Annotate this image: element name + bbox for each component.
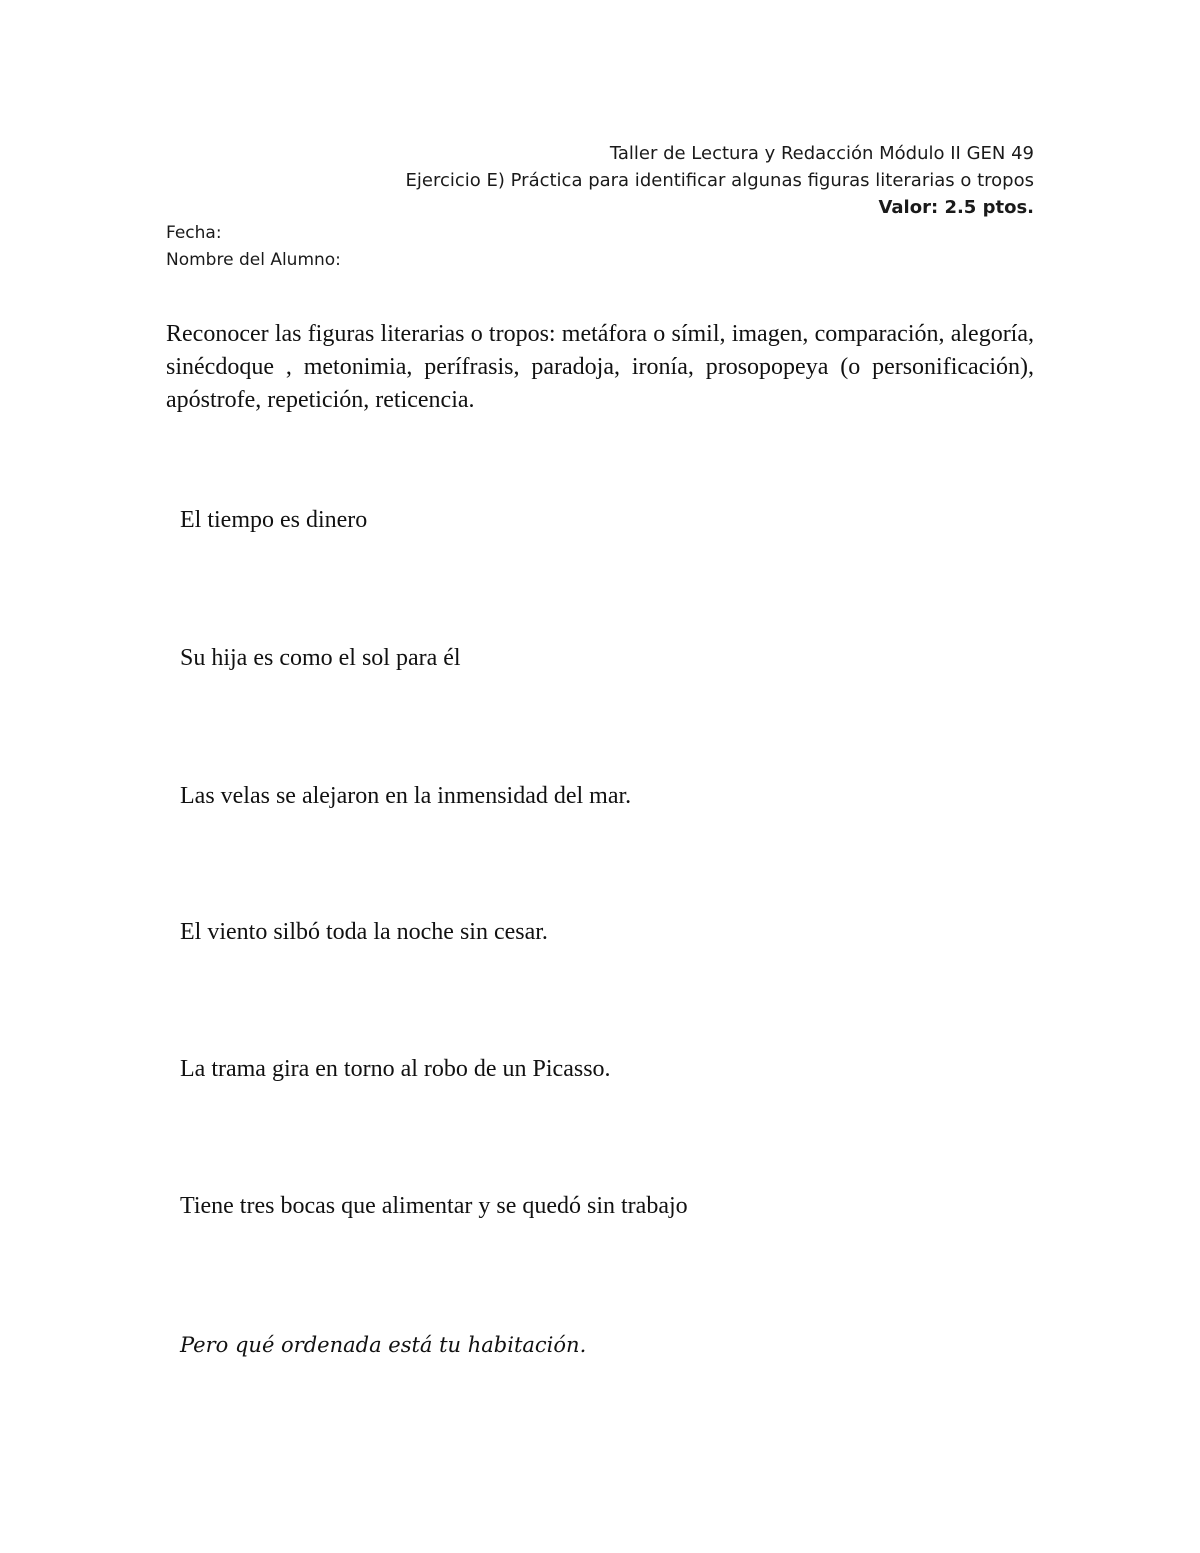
exercise-value: Valor: 2.5 ptos. — [878, 197, 1034, 218]
exercise-item-4: El viento silbó toda la noche sin cesar. — [180, 919, 548, 945]
exercise-item-3: Las velas se alejaron en la inmensidad del mar. — [180, 783, 632, 809]
exercise-item-2: Su hija es como el sol para él — [180, 645, 461, 671]
course-title: Taller de Lectura y Redacción Módulo II GEN 49 — [609, 143, 1034, 164]
exercise-title: Ejercicio E) Práctica para identificar algunas figuras literarias o tropos — [405, 170, 1034, 191]
date-label: Fecha: — [166, 223, 222, 243]
instructions-paragraph: Reconocer las figuras literarias o tropos: metáfora o símil, imagen, comparación, alegoría, sinécdoque , metonimia, perífrasis, paradoja, ironía, prosopopeya (o personificación), apóstrofe, repetición, reticencia. — [166, 321, 1034, 413]
exercise-item-1: El tiempo es dinero — [180, 507, 368, 533]
student-name-label: Nombre del Alumno: — [166, 250, 341, 270]
student-info — [166, 220, 341, 274]
exercise-item-6: Tiene tres bocas que alimentar y se quedó sin trabajo — [180, 1193, 688, 1219]
document-header — [406, 140, 1034, 221]
exercise-item-5: La trama gira en torno al robo de un Picasso. — [180, 1056, 611, 1082]
exercise-item-7: Pero qué ordenada está tu habitación. — [180, 1333, 587, 1357]
